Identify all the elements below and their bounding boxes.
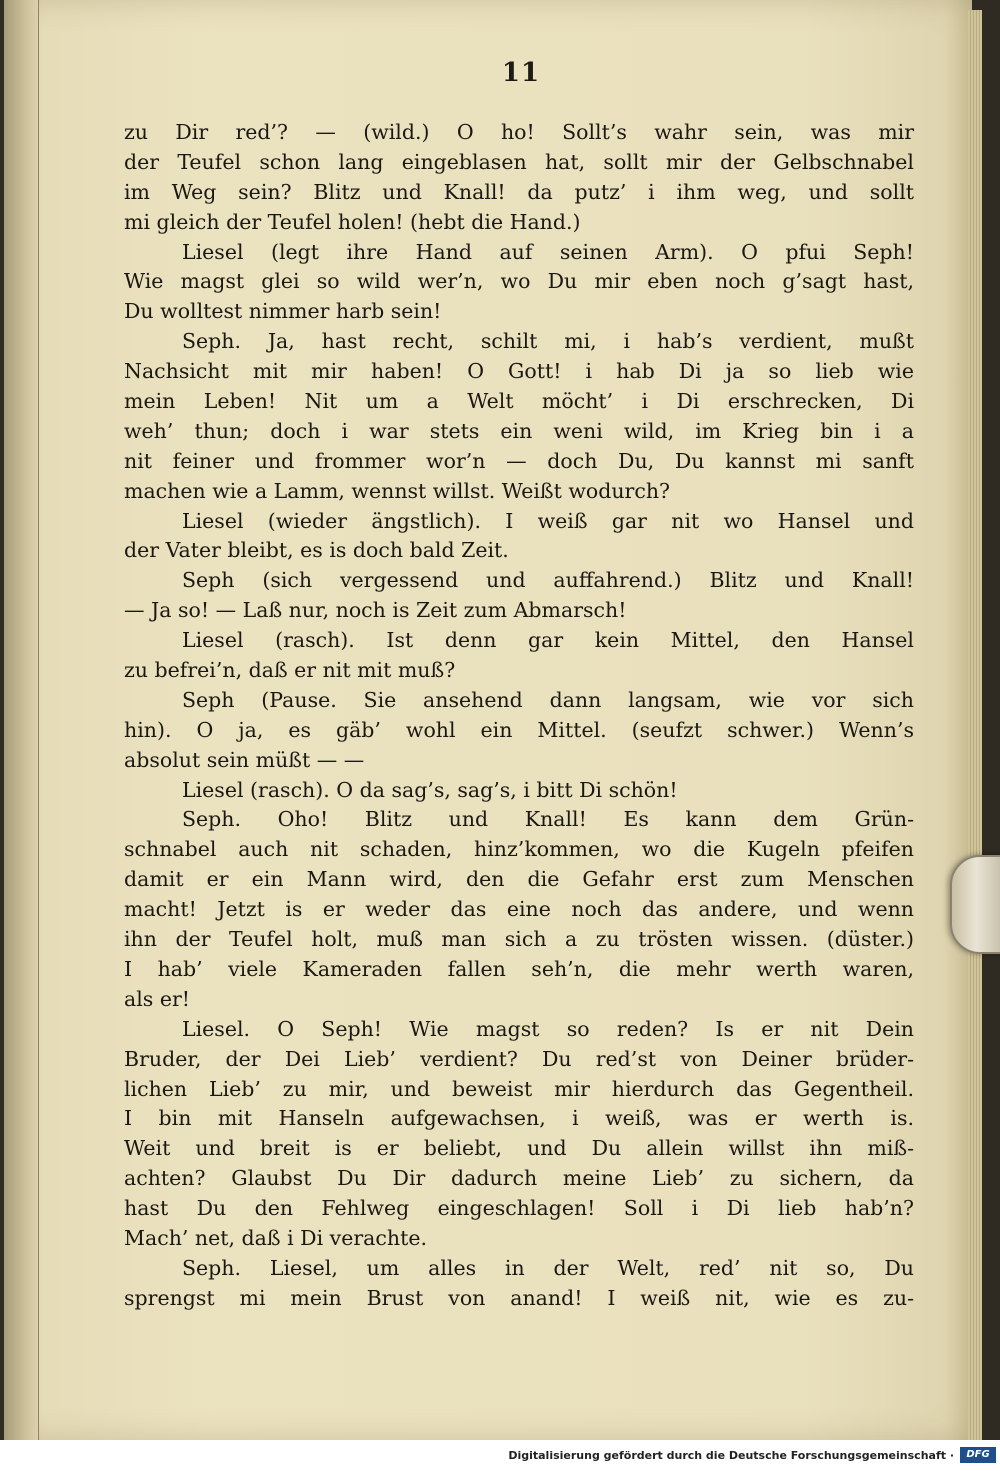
- text-line: Seph. Ja, hast recht, schilt mi, i hab’s verdient, mußt: [182, 329, 914, 354]
- text-line: — Ja so! — Laß nur, noch is Zeit zum Abmarsch!: [124, 598, 627, 623]
- text-line: Bruder, der Dei Lieb’ verdient? Du red’st von Deiner brüder-: [124, 1046, 914, 1071]
- text-line: weh’ thun; doch i war stets ein weni wild, im Krieg bin i a: [124, 418, 914, 443]
- text-line: Liesel. O Seph! Wie magst so reden? Is er nit Dein: [182, 1016, 914, 1041]
- text-line: Wie magst glei so wild wer’n, wo Du mir eben noch g’sagt hast,: [124, 269, 914, 294]
- body-text: [124, 118, 914, 1314]
- text-line: macht! Jetzt is er weder das eine noch das andere, und wenn: [124, 897, 914, 922]
- text-line: I bin mit Hanseln aufgewachsen, i weiß, was er werth is.: [124, 1106, 914, 1131]
- text-line: hin). O ja, es gäb’ wohl ein Mittel. (seufzt schwer.) Wenn’s: [124, 717, 914, 742]
- text-line: Weit und breit is er beliebt, und Du allein willst ihn miß-: [124, 1136, 914, 1161]
- footer-bar: [0, 1440, 1000, 1471]
- text-line: achten? Glaubst Du Dir dadurch meine Lieb’ zu sichern, da: [124, 1166, 914, 1191]
- text-line: I hab’ viele Kameraden fallen seh’n, die mehr werth waren,: [124, 956, 914, 981]
- text-line: machen wie a Lamm, wennst willst. Weißt wodurch?: [124, 478, 671, 503]
- text-line: der Vater bleibt, es is doch bald Zeit.: [124, 538, 509, 563]
- text-line: hast Du den Fehlweg eingeschlagen! Soll i Di lieb hab’n?: [124, 1196, 914, 1221]
- text-line: schnabel auch nit schaden, hinz’kommen, wo die Kugeln pfeifen: [124, 837, 914, 862]
- text-line: ihn der Teufel holt, muß man sich a zu trösten wissen. (düster.): [124, 927, 914, 952]
- text-line: Mach’ net, daß i Di verachte.: [124, 1225, 427, 1250]
- text-line: sprengst mi mein Brust von anand! I weiß nit, wie es zu-: [124, 1285, 914, 1310]
- text-line: mi gleich der Teufel holen! (hebt die Hand.): [124, 209, 581, 234]
- thumb-index-tab: [950, 855, 1000, 954]
- text-line: Seph. Oho! Blitz und Knall! Es kann dem Grün-: [182, 807, 914, 832]
- text-line: damit er ein Mann wird, den die Gefahr erst zum Menschen: [124, 867, 914, 892]
- page-stack-edge: [968, 10, 982, 1440]
- text-line: Liesel (legt ihre Hand auf seinen Arm). O pfui Seph!: [182, 239, 914, 264]
- text-line: Seph. Liesel, um alles in der Welt, red’ nit so, Du: [182, 1255, 914, 1280]
- text-line: Du wolltest nimmer harb sein!: [124, 299, 442, 324]
- text-line: im Weg sein? Blitz und Knall! da putz’ i ihm weg, und sollt: [124, 179, 914, 204]
- text-line: zu Dir red’? — (wild.) O ho! Sollt’s wahr sein, was mir: [124, 120, 914, 144]
- text-line: Liesel (rasch). O da sag’s, sag’s, i bitt Di schön!: [182, 777, 678, 802]
- text-line: zu befrei’n, daß er nit mit muß?: [124, 658, 456, 683]
- text-line: Nachsicht mit mir haben! O Gott! i hab Di ja so lieb wie: [124, 359, 914, 384]
- page-number: 11: [501, 58, 541, 88]
- text-line: absolut sein müßt — —: [124, 747, 365, 772]
- text-line: lichen Lieb’ zu mir, und beweist mir hierdurch das Gegentheil.: [124, 1076, 914, 1101]
- funding-credit: Digitalisierung gefördert durch die Deutsche Forschungsgemeinschaft ·: [508, 1449, 954, 1462]
- text-line: Liesel (wieder ängstlich). I weiß gar nit wo Hansel und: [182, 508, 914, 533]
- dfg-logo: DFG: [960, 1447, 996, 1463]
- text-line: als er!: [124, 986, 190, 1011]
- text-line: Seph (Pause. Sie ansehend dann langsam, wie vor sich: [182, 687, 914, 712]
- text-line: Liesel (rasch). Ist denn gar kein Mittel, den Hansel: [182, 628, 914, 653]
- book-page: [4, 0, 972, 1440]
- page-binding-edge: [4, 0, 38, 1440]
- text-line: nit feiner und frommer wor’n — doch Du, Du kannst mi sanft: [124, 448, 914, 473]
- gutter-line: [38, 0, 39, 1440]
- text-line: Seph (sich vergessend und auffahrend.) Blitz und Knall!: [182, 568, 914, 593]
- text-line: der Teufel schon lang eingeblasen hat, sollt mir der Gelbschnabel: [124, 149, 914, 174]
- text-line: mein Leben! Nit um a Welt möcht’ i Di erschrecken, Di: [124, 389, 914, 414]
